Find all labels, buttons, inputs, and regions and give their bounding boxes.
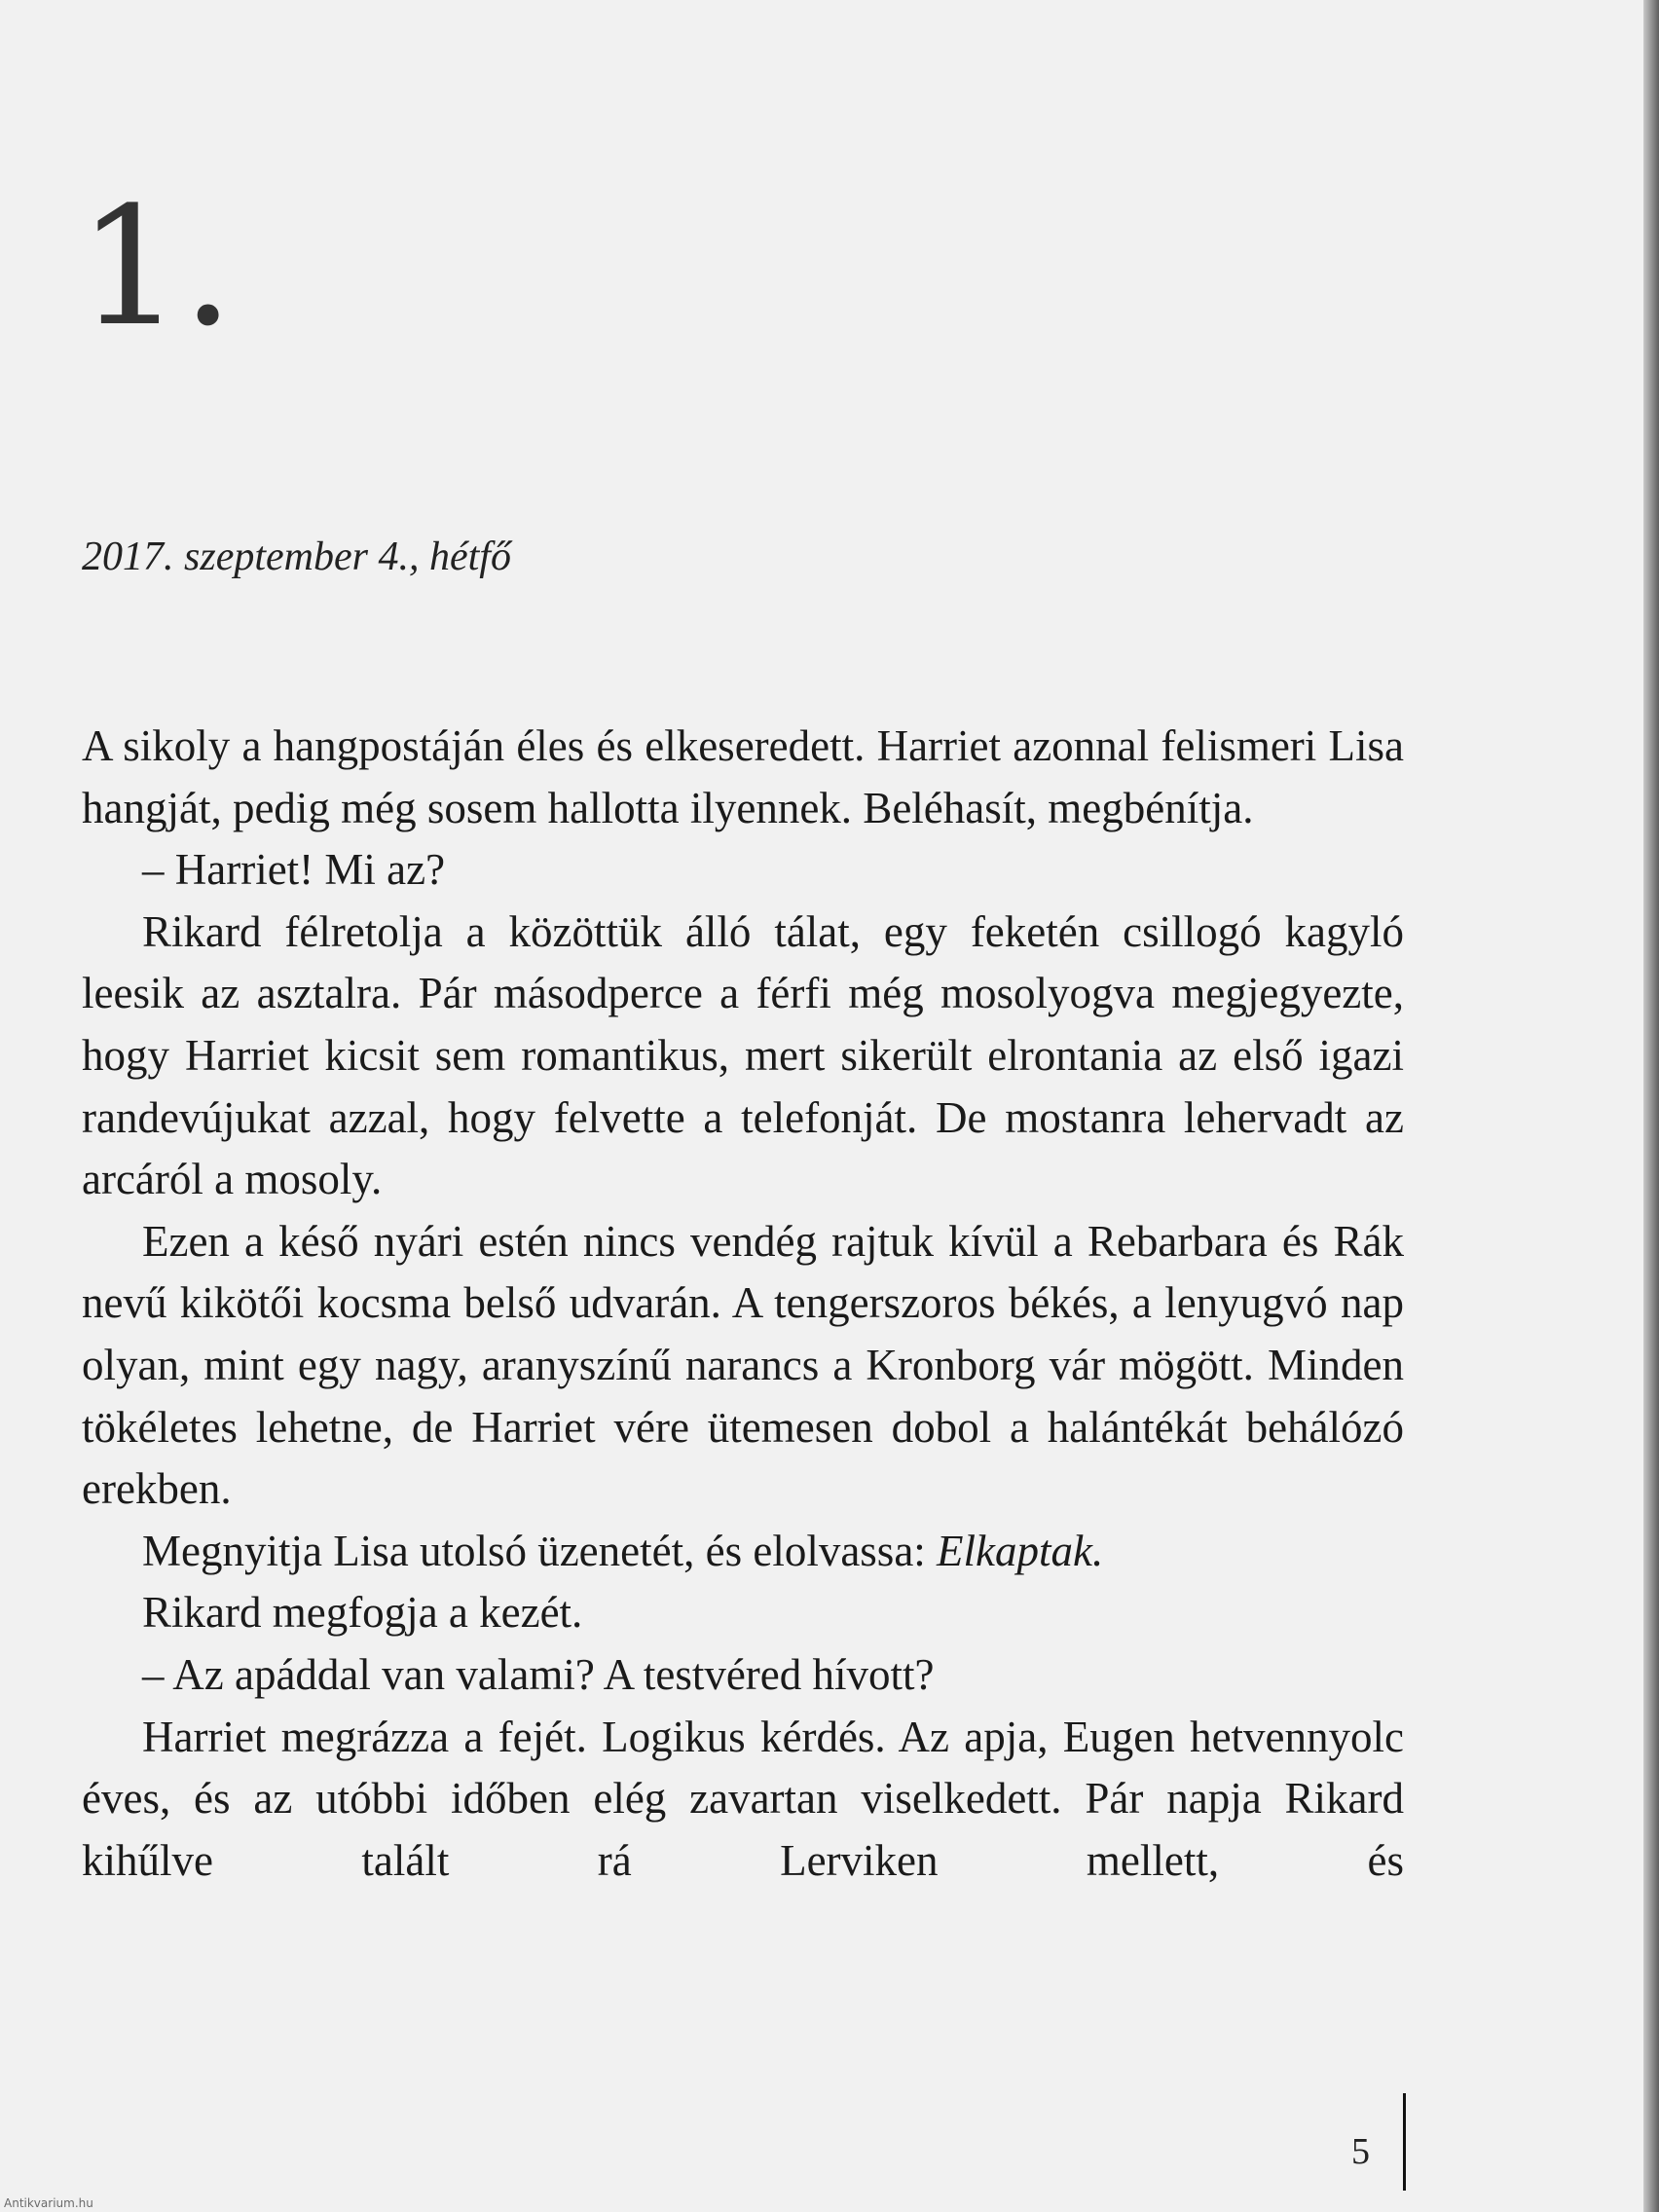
paragraph-2: – Harriet! Mi az? <box>142 845 446 895</box>
page-edge <box>1643 0 1659 2212</box>
chapter-number: 1. <box>78 171 235 362</box>
paragraph-3: Rikard félretolja a közöttük álló tálat, egy feketén csillogó kagyló leesik az asztalra. Pár másodperce a férfi még mosolyogva megjegyezte, hogy Harriet kicsit sem romantikus, mert sikerült elrontania az első igazi randevújukat azzal, hogy felvette a telefonját. De mostanra lehervadt az arcáról a mosoly. <box>82 906 1404 1204</box>
page-number-rule <box>1403 2093 1406 2191</box>
paragraph-4: Ezen a késő nyári estén nincs vendég rajtuk kívül a Rebarbara és Rák nevű kikötői kocsma belső udvarán. A tengerszoros békés, a lenyugvó nap olyan, mint egy nagy, aranyszínű narancs a Kronborg vár mögött. Minden tökéletes lehetne, de Harriet vére ütemesen dobol a halántékát behálózó erekben. <box>82 1216 1404 1514</box>
paragraph-6: Rikard megfogja a kezét. <box>142 1588 583 1638</box>
body-text <box>82 716 1404 1892</box>
watermark: Antikvarium.hu <box>4 2196 93 2210</box>
paragraph-1: A sikoly a hangpostáján éles és elkeseredett. Harriet azonnal felismeri Lisa hangját, pedig még sosem hallotta ilyennek. Beléhasít, megbénítja. <box>82 721 1404 832</box>
paragraph-8: Harriet megrázza a fejét. Logikus kérdés. Az apja, Eugen hetvennyolc éves, és az utóbbi időben elég zavartan viselkedett. Pár napja Rikard kihűlve talált rá Lerviken mellett, és <box>82 1712 1404 1885</box>
paragraph-5-emphasis: Elkaptak. <box>937 1526 1104 1575</box>
chapter-date: 2017. szeptember 4., hétfő <box>82 535 511 579</box>
paragraph-7: – Az apáddal van valami? A testvéred hívott? <box>142 1649 935 1699</box>
paragraph-5 <box>82 1521 1404 1583</box>
page-number: 5 <box>1351 2131 1370 2172</box>
paragraph-5-text: Megnyitja Lisa utolsó üzenetét, és elolvassa: <box>142 1526 938 1575</box>
